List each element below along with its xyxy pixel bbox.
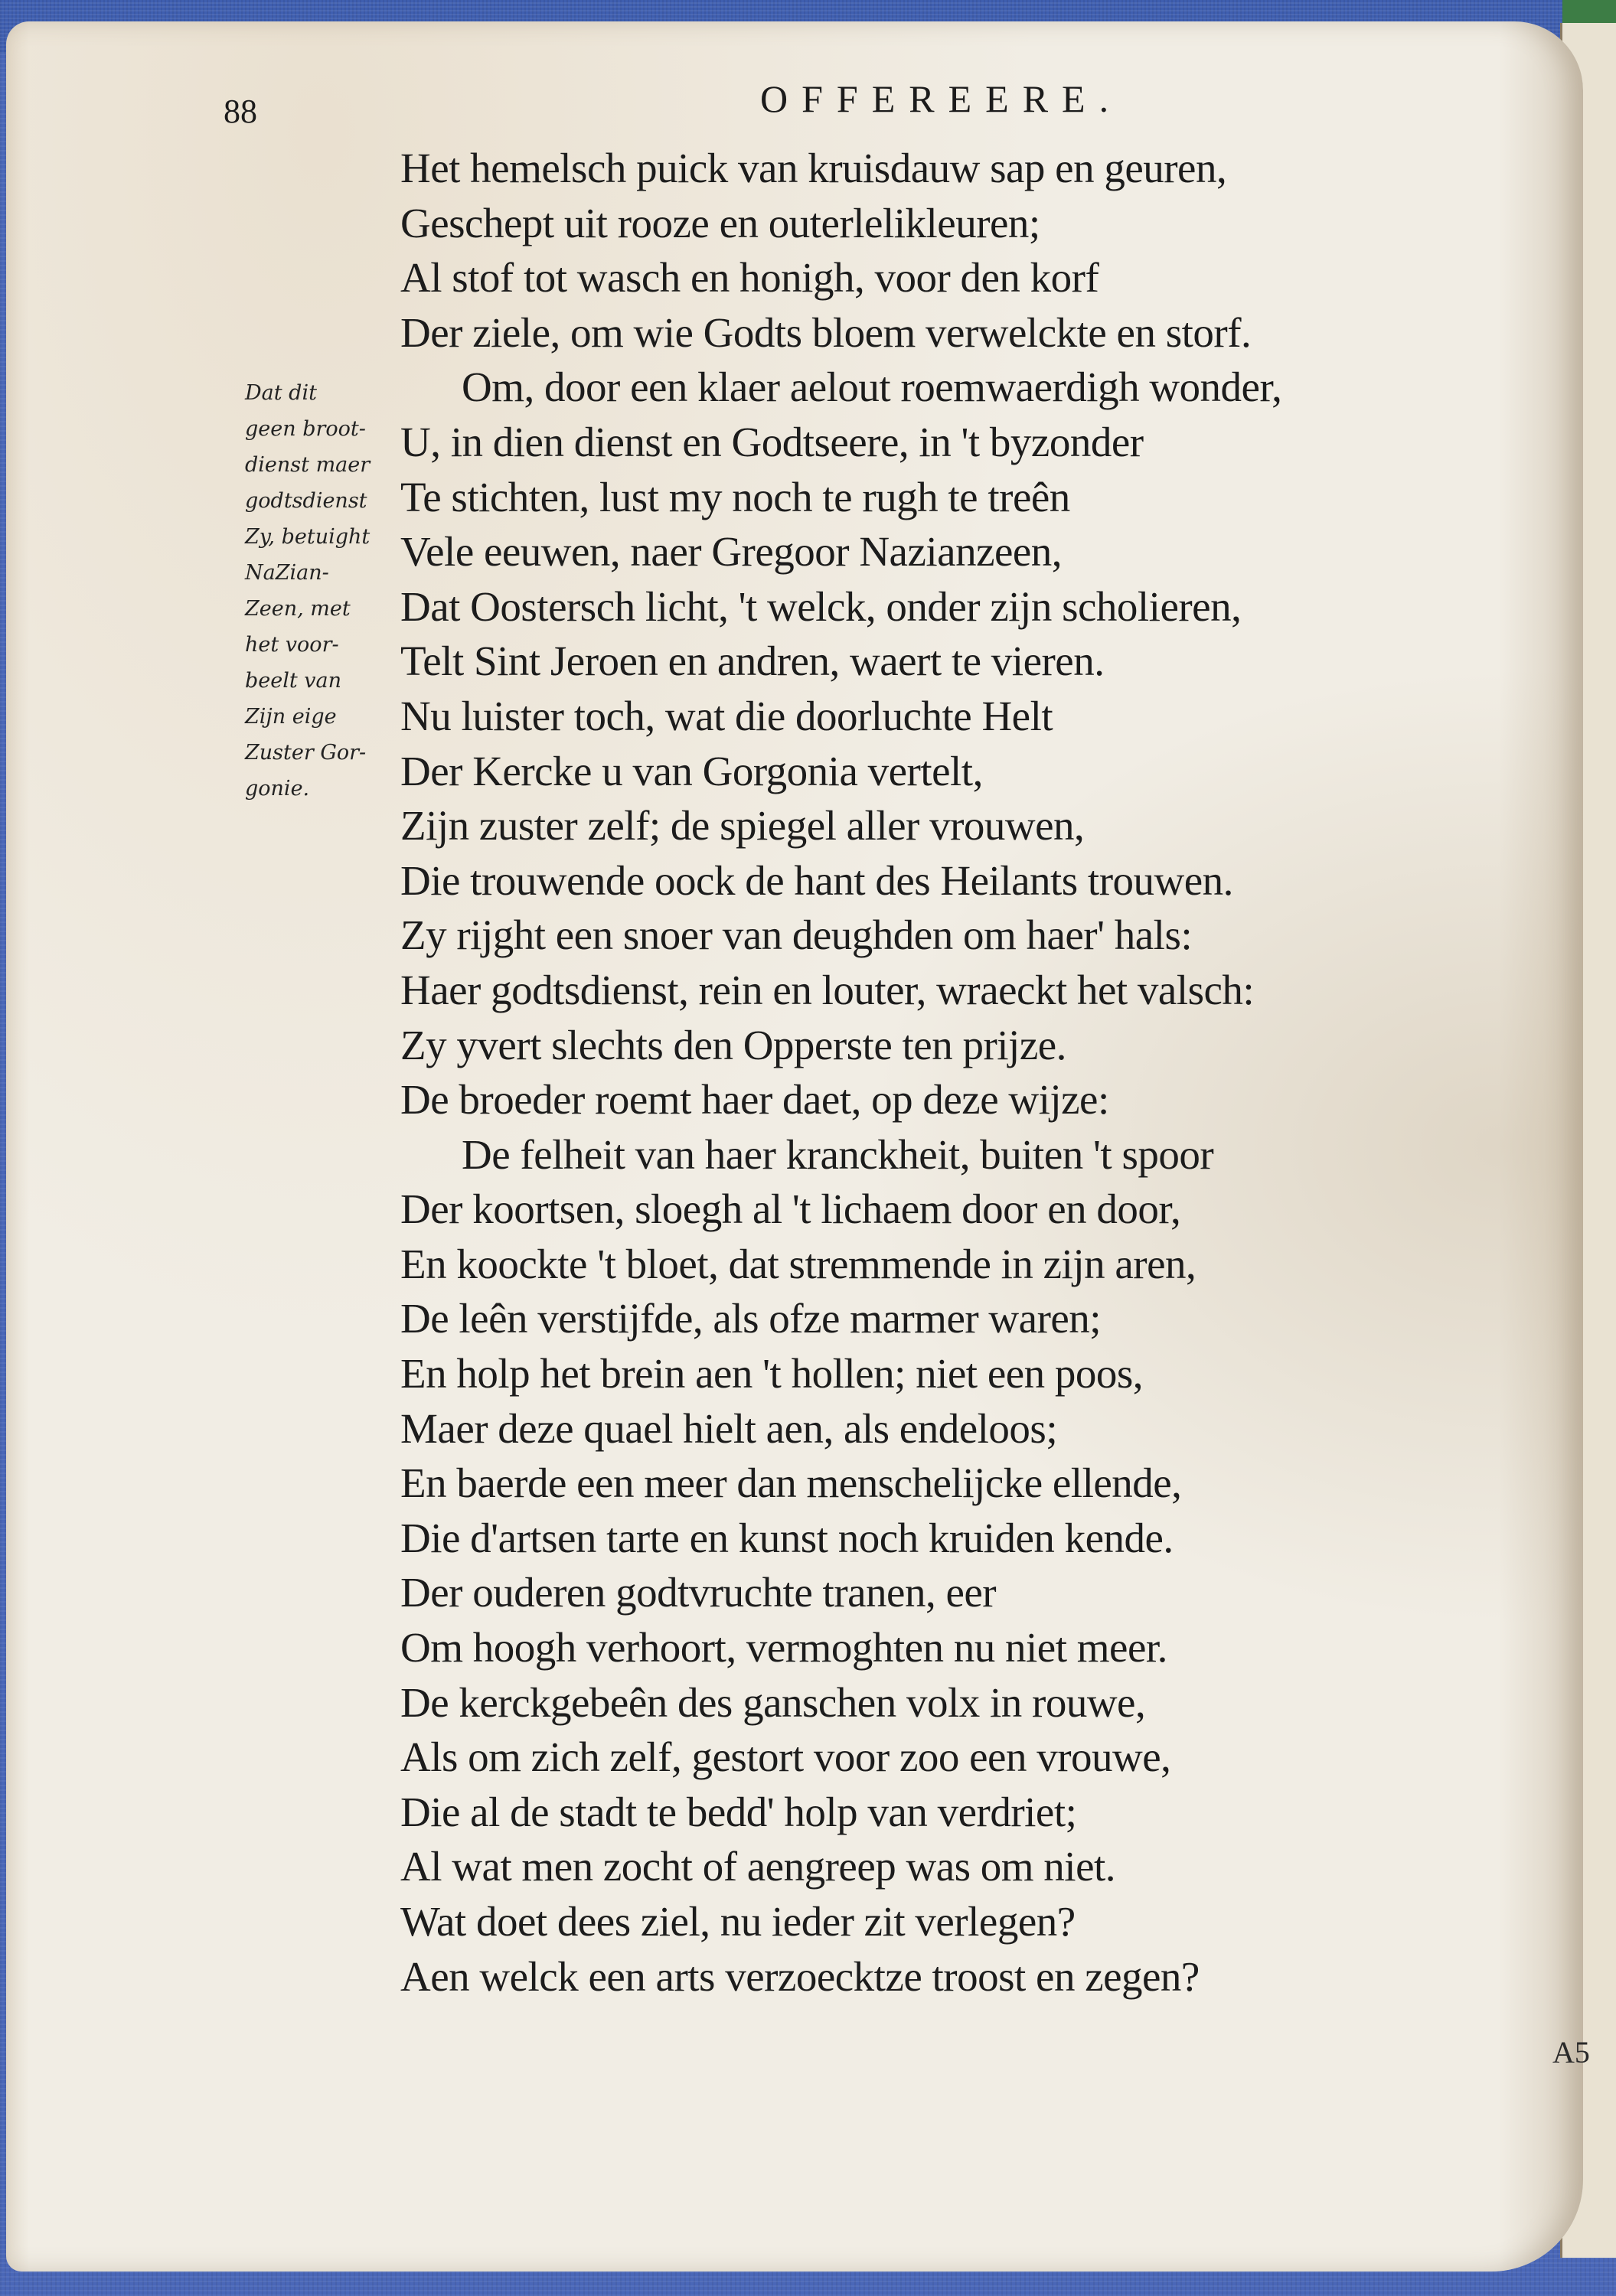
verse-line: De broeder roemt haer daet, op deze wijze: [400, 1076, 1109, 1124]
marginal-note-line: Zy, betuight [245, 525, 371, 549]
verse-line: Het hemelsch puick van kruisdauw sap en geuren, [400, 145, 1227, 191]
signature-mark: A5 [1552, 2035, 1590, 2069]
verse-body [400, 141, 1564, 2004]
verse-line: Aen welck een arts verzoecktze troost en zegen? [400, 1952, 1200, 2000]
marginal-note [245, 375, 406, 807]
marginal-note-line: het voor- [245, 633, 339, 657]
verse-line: Telt Sint Jeroen en andren, waert te vieren. [400, 638, 1105, 685]
verse-line: Zy rijght een snoer van deughden om haer' hals: [400, 912, 1193, 959]
marginal-note-line: NaZian- [245, 561, 329, 585]
verse-line: Der ouderen godtvruchte tranen, eer [400, 1569, 997, 1616]
marginal-note-line: Dat dit [245, 381, 317, 405]
marginal-note-line: gonie. [245, 777, 310, 801]
verse-line: Zy yvert slechts den Opperste ten prijze. [400, 1021, 1066, 1068]
marginal-note-line: dienst maer [245, 453, 371, 477]
verse-line: Om, door een klaer aelout roemwaerdigh wonder, [462, 364, 1282, 411]
verse-line: Vele eeuwen, naer Gregoor Nazianzeen, [400, 528, 1063, 576]
marginal-note-line: Zijn eige [245, 705, 337, 729]
verse-line: Der koortsen, sloegh al 't lichaem door en door, [400, 1186, 1181, 1233]
verse-line: U, in dien dienst en Godtseere, in 't byzonder [400, 418, 1144, 465]
page-number: 88 [224, 93, 257, 130]
marginal-note-line: Zuster Gor- [245, 741, 367, 765]
verse-line: Die d'artsen tarte en kunst noch kruiden kende. [400, 1514, 1174, 1561]
verse-line: Die al de stadt te bedd' holp van verdriet; [400, 1788, 1077, 1835]
verse-line: Maer deze quael hielt aen, als endeloos; [400, 1404, 1058, 1452]
verse-line: Zijn zuster zelf; de spiegel aller vrouwen, [400, 802, 1085, 850]
verse-line: Dat Oostersch licht, 't welck, onder zijn scholieren, [400, 582, 1242, 630]
verse-line: Der ziele, om wie Godts bloem verwelckte en storf. [400, 308, 1252, 356]
marginal-note-line: geen broot- [245, 417, 366, 441]
verse-line: De leên verstijfde, als ofze marmer waren; [400, 1295, 1102, 1342]
verse-line: De kerckgebeên des ganschen volx in rouwe, [400, 1678, 1146, 1726]
verse-line: Haer godtsdienst, rein en louter, wraeckt het valsch: [400, 966, 1255, 1013]
verse-line: Der Kercke u van Gorgonia vertelt, [400, 747, 983, 794]
verse-line: En baerde een meer dan menschelijcke ellende, [400, 1459, 1182, 1507]
verse-line: Om hoogh verhoort, vermoghten nu niet meer. [400, 1624, 1167, 1671]
verse-line: En holp het brein aen 't hollen; niet een poos, [400, 1350, 1144, 1397]
verse-line: Al wat men zocht of aengreep was om niet. [400, 1843, 1116, 1890]
marginal-note-line: Zeen, met [245, 597, 351, 621]
marginal-note-line: godtsdienst [245, 489, 367, 513]
verse-line: En koockte 't bloet, dat stremmende in zijn aren, [400, 1240, 1196, 1287]
verse-line: Nu luister toch, wat die doorluchte Helt [400, 692, 1053, 739]
verse-line: Die trouwende oock de hant des Heilants trouwen. [400, 856, 1233, 904]
verse-line: De felheit van haer kranckheit, buiten 't spoor [462, 1130, 1214, 1178]
marginal-note-line: beelt van [245, 669, 342, 693]
book-page [6, 21, 1590, 2272]
running-head [6, 69, 1583, 130]
running-title: OFFEREERE. [760, 77, 1123, 120]
verse-line: Wat doet dees ziel, nu ieder zit verlegen? [400, 1898, 1076, 1945]
verse-line: Geschept uit rooze en outerlelikleuren; [400, 199, 1040, 246]
verse-line: Als om zich zelf, gestort voor zoo een vrouwe, [400, 1733, 1171, 1781]
verse-line: Te stichten, lust my noch te rugh te treên [400, 473, 1070, 520]
verse-line: Al stof tot wasch en honigh, voor den korf [400, 254, 1099, 302]
